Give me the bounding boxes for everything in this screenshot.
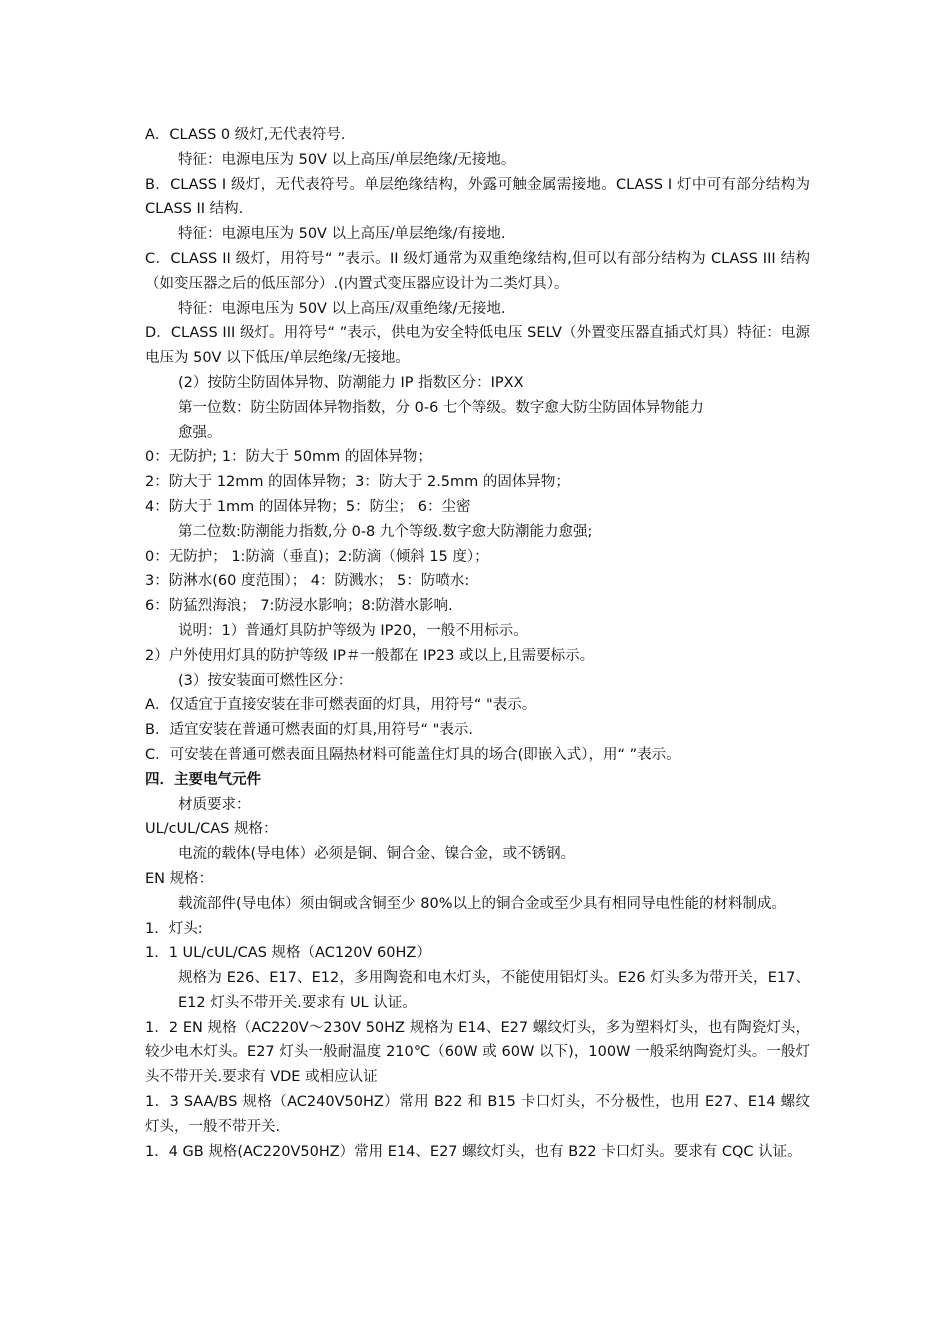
document-body [145,123,810,1164]
flammability-item-c: C．可安装在普通可燃表面且隔热材料可能盖住灯具的场合(即嵌入式），用“ ”表示。 [145,746,681,763]
class3-heading: D．CLASS III 级灯。用符号“ ”表示，供电为安全特低电压 SELV（外置变压器直插式灯具）特征：电源电压为 50V 以下低压/单层绝缘/无接地。 [145,325,810,367]
ip-note-1: 说明：1）普通灯具防护等级为 IP20，一般不用标示。 [178,622,528,639]
material-requirements: 材质要求： [178,796,251,813]
ip-note-2: 2）户外使用灯具的防护等级 IP＃一般都在 IP23 或以上,且需要标示。 [145,647,595,664]
ul-spec-label: UL/cUL/CAS 规格： [145,821,278,838]
class2-feature: 特征：电源电压为 50V 以上高压/双重绝缘/无接地. [178,300,506,317]
ip-first-digit-level: 4：防大于 1mm 的固体异物；5：防尘； 6：尘密 [145,498,471,515]
lamp-holder-en-text: 1．2 EN 规格（AC220V～230V 50HZ 规格为 E14、E27 螺纹灯头，多为塑料灯头，也有陶瓷灯头，较少电木灯头。E27 灯头一般耐温度 210℃（60W 或 60W 以下)，100W 一般采纳陶瓷灯头。一般灯头不带开关.要求有 VDE 或相应认证 [145,1019,810,1086]
ip-first-digit-level: 2：防大于 12mm 的固体异物；3：防大于 2.5mm 的固体异物； [145,474,570,491]
flammability-item-a: A．仅适宜于直接安装在非可燃表面的灯具，用符号“ "表示。 [145,697,537,714]
ip-second-digit-desc: 第二位数:防潮能力指数,分 0-8 九个等级.数字愈大防潮能力愈强; [178,523,593,540]
class2-heading: C．CLASS II 级灯，用符号“ ”表示。II 级灯通常为双重绝缘结构,但可以有部分结构为 CLASS III 结构（如变压器之后的低压部分）.(内置式变压器应设计为二类灯具）。 [145,250,810,292]
section-four-heading: 四．主要电气元件 [145,771,261,788]
ip-second-digit-level: 6：防猛烈海浪； 7:防浸水影响；8:防潜水影响. [145,598,453,615]
ip-first-digit-desc: 第一位数：防尘防固体异物指数，分 0-6 七个等级。数字愈大防尘防固体异物能力 [178,399,704,416]
flammability-item-b: B．适宜安装在普通可燃表面的灯具,用符号“ "表示. [145,722,473,739]
lamp-holder-gb-text: 1．4 GB 规格(AC220V50HZ）常用 E14、E27 螺纹灯头，也有 B22 卡口灯头。要求有 CQC 认证。 [145,1143,802,1160]
lamp-holder-ul-text: 规格为 E26、E17、E12，多用陶瓷和电木灯头，不能使用铝灯头。E26 灯头多为带开关，E17、E12 灯头不带开关.要求有 UL 认证。 [178,970,810,1011]
class1-heading: B．CLASS I 级灯，无代表符号。单层绝缘结构，外露可触金属需接地。CLASS I 灯中可有部分结构为 CLASS II 结构. [145,176,810,218]
ul-spec-text: 电流的载体(导电体）必须是铜、铜合金、镍合金，或不锈钢。 [178,846,576,863]
ip-second-digit-level: 0：无防护； 1:防滴（垂直)；2:防滴（倾斜 15 度）； [145,548,489,565]
ip-first-digit-desc-cont: 愈强。 [178,424,222,441]
class0-heading: A．CLASS 0 级灯,无代表符号. [145,127,346,143]
lamp-holder-saa-text: 1．3 SAA/BS 规格（AC240V50HZ）常用 B22 和 B15 卡口灯头，不分极性，也用 E27、E14 螺纹灯头，一般不带开关. [145,1094,810,1135]
en-spec-text: 载流部件(导电体）须由铜或含铜至少 80%以上的铜合金或至少具有相同导电性能的材料制成。 [178,895,786,912]
ip-first-digit-level: 0：无防护; 1：防大于 50mm 的固体异物； [145,449,432,466]
class0-feature: 特征：电源电压为 50V 以上高压/单层绝缘/无接地。 [178,151,516,168]
flammability-heading: (3）按安装面可燃性区分： [178,672,353,689]
ip-second-digit-level: 3：防淋水(60 度范围）； 4：防溅水； 5：防喷水: [145,573,470,590]
en-spec-label: EN 规格： [145,870,214,887]
lamp-holder-ul-heading: 1．1 UL/cUL/CAS 规格（AC120V 60HZ） [145,945,431,962]
lamp-holder-heading: 1．灯头: [145,920,203,937]
class1-feature: 特征：电源电压为 50V 以上高压/单层绝缘/有接地. [178,226,506,243]
ip-section-heading: (2）按防尘防固体异物、防潮能力 IP 指数区分：IPXX [178,374,524,391]
